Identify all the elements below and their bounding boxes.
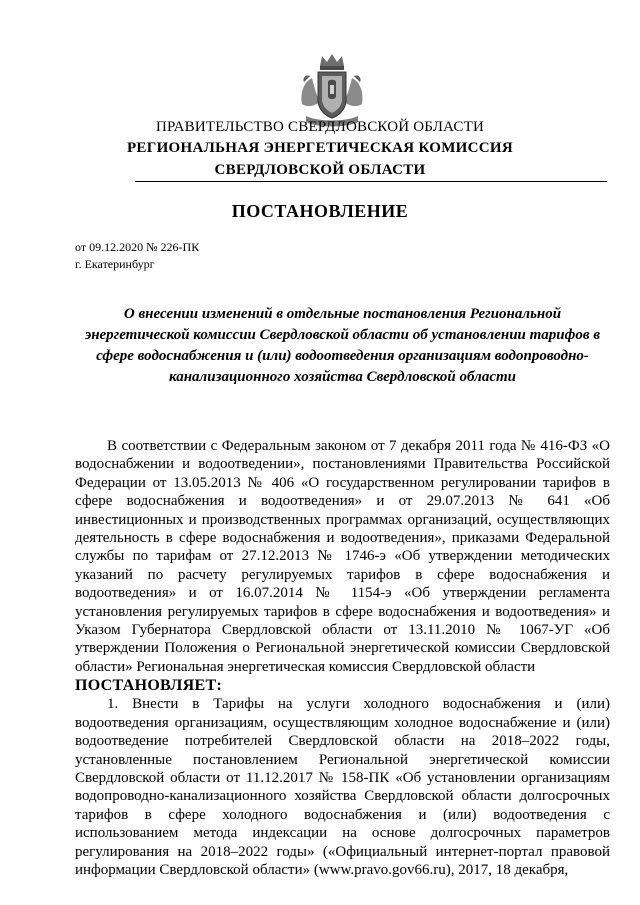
document-city: г. Екатеринбург	[75, 257, 155, 271]
commission-name: РЕГИОНАЛЬНАЯ ЭНЕРГЕТИЧЕСКАЯ КОМИССИЯ	[126, 140, 514, 156]
document-type-title: ПОСТАНОВЛЕНИЕ	[231, 201, 409, 221]
document-date-number: от 09.12.2020 № 226-ПК	[75, 240, 200, 254]
item-1-paragraph: 1. Внести в Тарифы на услуги холодного водоснабжения и (или) водоотведения организациям, осуществляющим холодное водоснабжение и (или) водоотведение потребителей Свердловской области на 2018–2022 годы, установленные постановлением Региональной энергетической комиссии Свердловской области от 11.12.2017 № 158-ПК «Об установлении организациям водопроводно-канализационного хозяйства Свердловской области долгосрочных тарифов в сфере холодного водоснабжения и (или) водоотведения с использованием метода индексации на основе долгосрочных параметров регулирования на 2018–2022 годы» («Официальный интернет-портал правовой информации Свердловской области» (www.pravo.gov66.ru), 2017, 18 декабря,	[75, 696, 610, 878]
government-name: ПРАВИТЕЛЬСТВО СВЕРДЛОВСКОЙ ОБЛАСТИ	[155, 119, 485, 135]
header-divider	[135, 181, 607, 182]
region-name: СВЕРДЛОВСКОЙ ОБЛАСТИ	[214, 162, 426, 178]
preamble-paragraph: В соответствии с Федеральным законом от 7 декабря 2011 года № 416-ФЗ «О водоснабжении и водоотведении», постановлениями Правительства Российской Федерации от 13.05.2013 № 406 «О государственном регулировании тарифов в сфере водоснабжения и водоотведения» и от 29.07.2013 № 641 «Об инвестиционных и производственных программах организаций, осуществляющих деятельность в сфере водоснабжения и водоотведения», приказами Федеральной службы по тарифам от 27.12.2013 № 1746-э «Об утверждении методических указаний по расчету регулируемых тарифов в сфере водоснабжения и водоотведения» и от 16.07.2014 № 1154-э «Об утверждении регламента установления регулируемых тарифов в сфере водоснабжения и водоотведения» и Указом Губернатора Свердловской области от 13.11.2010 № 1067-УГ «Об утверждении Положения о Региональной энергетической комиссии Свердловской области» Региональная энергетическая комиссия Свердловской области	[75, 438, 610, 675]
document-subject: О внесении изменений в отдельные постановления Региональной энергетической комиссии Свердловской области об установлении тарифов в сфере водоснабжения и (или) водоотведения организациям водопроводно-канализационного хозяйства Свердловской области	[84, 306, 601, 385]
decree-verb: ПОСТАНОВЛЯЕТ:	[75, 677, 223, 695]
document-body	[75, 437, 610, 879]
